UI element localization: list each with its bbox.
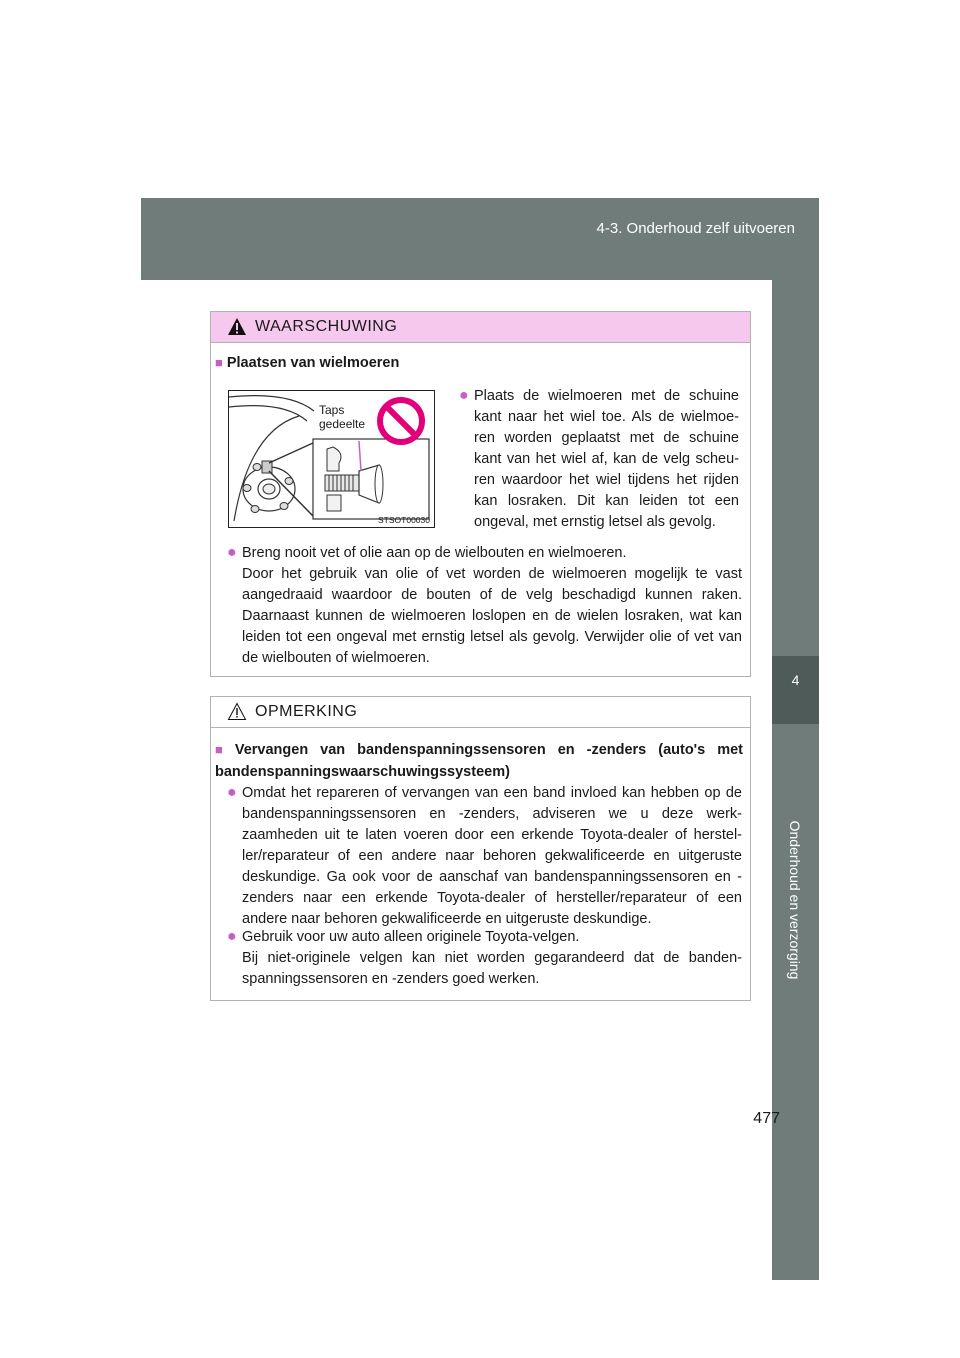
warning-bullet-1-text: Plaats de wielmoeren met de schuine kant naar het wiel toe. Als de wielmoe-ren worden geplaatst met de schuine kant van het wiel af, kan de velg scheu-ren waardoor het wiel tijdens het rijden kan losraken. Dit kan leiden tot een ongeval, met ernstig letsel als gevolg. — [474, 388, 739, 530]
figure-code: STSOT00030 — [378, 515, 430, 525]
round-bullet-icon: ● — [227, 544, 237, 561]
note-section-title-text: Vervangen van bandenspanningssensoren en -zenders (auto's met bandenspanningswaarschuwingssysteem) — [215, 742, 743, 780]
figure-callout — [319, 403, 365, 431]
warning-section-title — [215, 352, 399, 374]
wheel-nut-figure — [228, 390, 435, 528]
figure-label-line1: Taps — [319, 403, 345, 417]
warning-section-title-text: Plaatsen van wielmoeren — [226, 355, 400, 371]
note-heading: OPMERKING — [255, 703, 358, 720]
note-header — [211, 697, 750, 728]
warning-heading: WAARSCHUWING — [255, 318, 398, 335]
note-bullet-2 — [227, 927, 742, 990]
square-bullet-icon: ■ — [215, 742, 231, 757]
warning-box — [210, 311, 751, 677]
header-band — [141, 198, 819, 280]
round-bullet-icon: ● — [227, 928, 237, 945]
section-header-title: 4-3. Onderhoud zelf uitvoeren — [596, 220, 795, 237]
warning-header — [211, 312, 750, 343]
figure-label-line2: gedeelte — [319, 417, 366, 431]
round-bullet-icon: ● — [459, 387, 469, 404]
side-tab-bottom — [772, 724, 819, 1280]
note-bullet-2-rest: Bij niet-originele velgen kan niet worden gegarandeerd dat de banden-spanningssensoren en -zenders goed werken. — [242, 950, 742, 987]
note-triangle-icon — [227, 702, 247, 721]
warning-bullet-2-line1: Breng nooit vet of olie aan op de wielbouten en wielmoeren. — [242, 545, 627, 561]
square-bullet-icon: ■ — [215, 355, 223, 370]
warning-bullet-2-rest: Door het gebruik van olie of vet worden de wielmoeren mogelijk te vast aangedraaid waardoor de bouten of de velg beschadigd kunnen raken. Daarnaast kunnen de wielmoeren loslopen en de wielen losraken, wat kan leiden tot een ongeval met ernstig letsel als gevolg. Verwijder olie of vet van de wielbouten of wielmoeren. — [242, 566, 742, 666]
note-section-title — [215, 739, 743, 783]
page-number: 477 — [753, 1110, 780, 1127]
side-tab-top — [772, 280, 819, 656]
chapter-number: 4 — [791, 672, 800, 688]
chapter-label: Onderhoud en verzorging — [787, 820, 803, 980]
warning-bullet-2 — [227, 543, 742, 669]
warning-bullet-1 — [459, 386, 739, 533]
note-bullet-1 — [227, 783, 742, 930]
note-bullet-1-text: Omdat het repareren of vervangen van een band invloed kan hebben op de bandenspanningssensoren en -zenders, adviseren we u deze werk-zaamheden uit te laten voeren door een erkende Toyota-dealer of herstel-ler/reparateur of een andere naar behoren gekwalificeerde en uitgeruste deskundige. Ga ook voor de aanschaf van bandenspanningssensoren en -zenders naar een erkende Toyota-dealer of hersteller/reparateur of een andere naar behoren gekwalificeerde en uitgeruste deskundige. — [242, 785, 742, 927]
note-box — [210, 696, 751, 1001]
chapter-tab[interactable] — [772, 656, 819, 724]
warning-triangle-icon — [227, 317, 247, 336]
note-bullet-2-line1: Gebruik voor uw auto alleen originele Toyota-velgen. — [242, 929, 580, 945]
round-bullet-icon: ● — [227, 784, 237, 801]
